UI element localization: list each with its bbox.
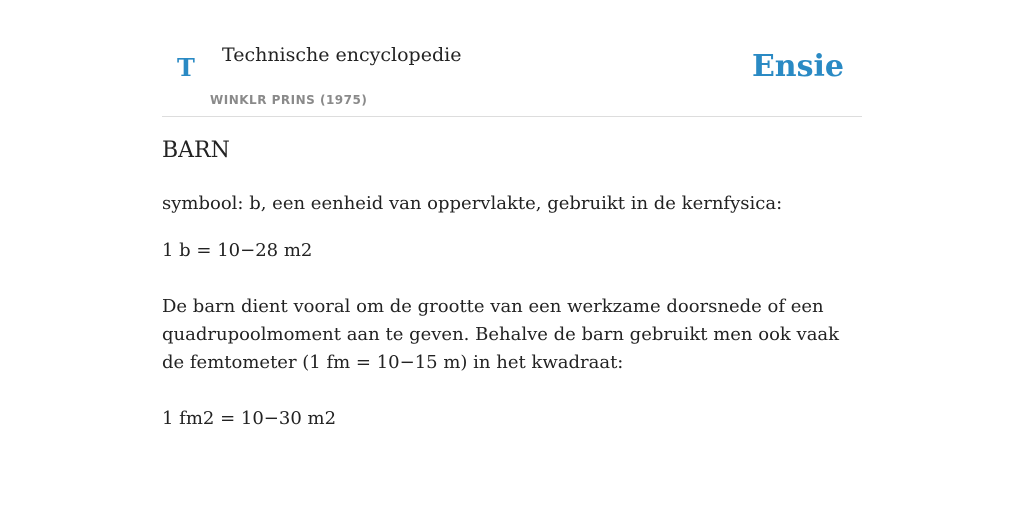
page <box>162 0 862 512</box>
entry-content <box>162 140 862 433</box>
book-title[interactable]: Technische encyclopedie <box>222 44 462 66</box>
entry-paragraph: symbool: b, een eenheid van oppervlakte, gebruikt in de kernfysica: <box>162 193 783 214</box>
book-logo[interactable]: T <box>177 53 195 82</box>
brand-logo[interactable]: Ensie <box>751 49 844 84</box>
book-subtitle: WINKLR PRINS (1975) <box>210 93 368 107</box>
entry-formula: 1 b = 10−28 m2 <box>162 240 313 261</box>
header <box>162 0 862 117</box>
entry-formula: 1 fm2 = 10−30 m2 <box>162 408 337 429</box>
entry-paragraph: De barn dient vooral om de grootte van een werkzame doorsnede of een quadrupoolmoment aan te geven. Behalve de barn gebruikt men ook vaak de femtometer (1 fm = 10−15 m) in het kwadraat: <box>162 296 840 373</box>
entry-title: BARN <box>162 138 230 163</box>
